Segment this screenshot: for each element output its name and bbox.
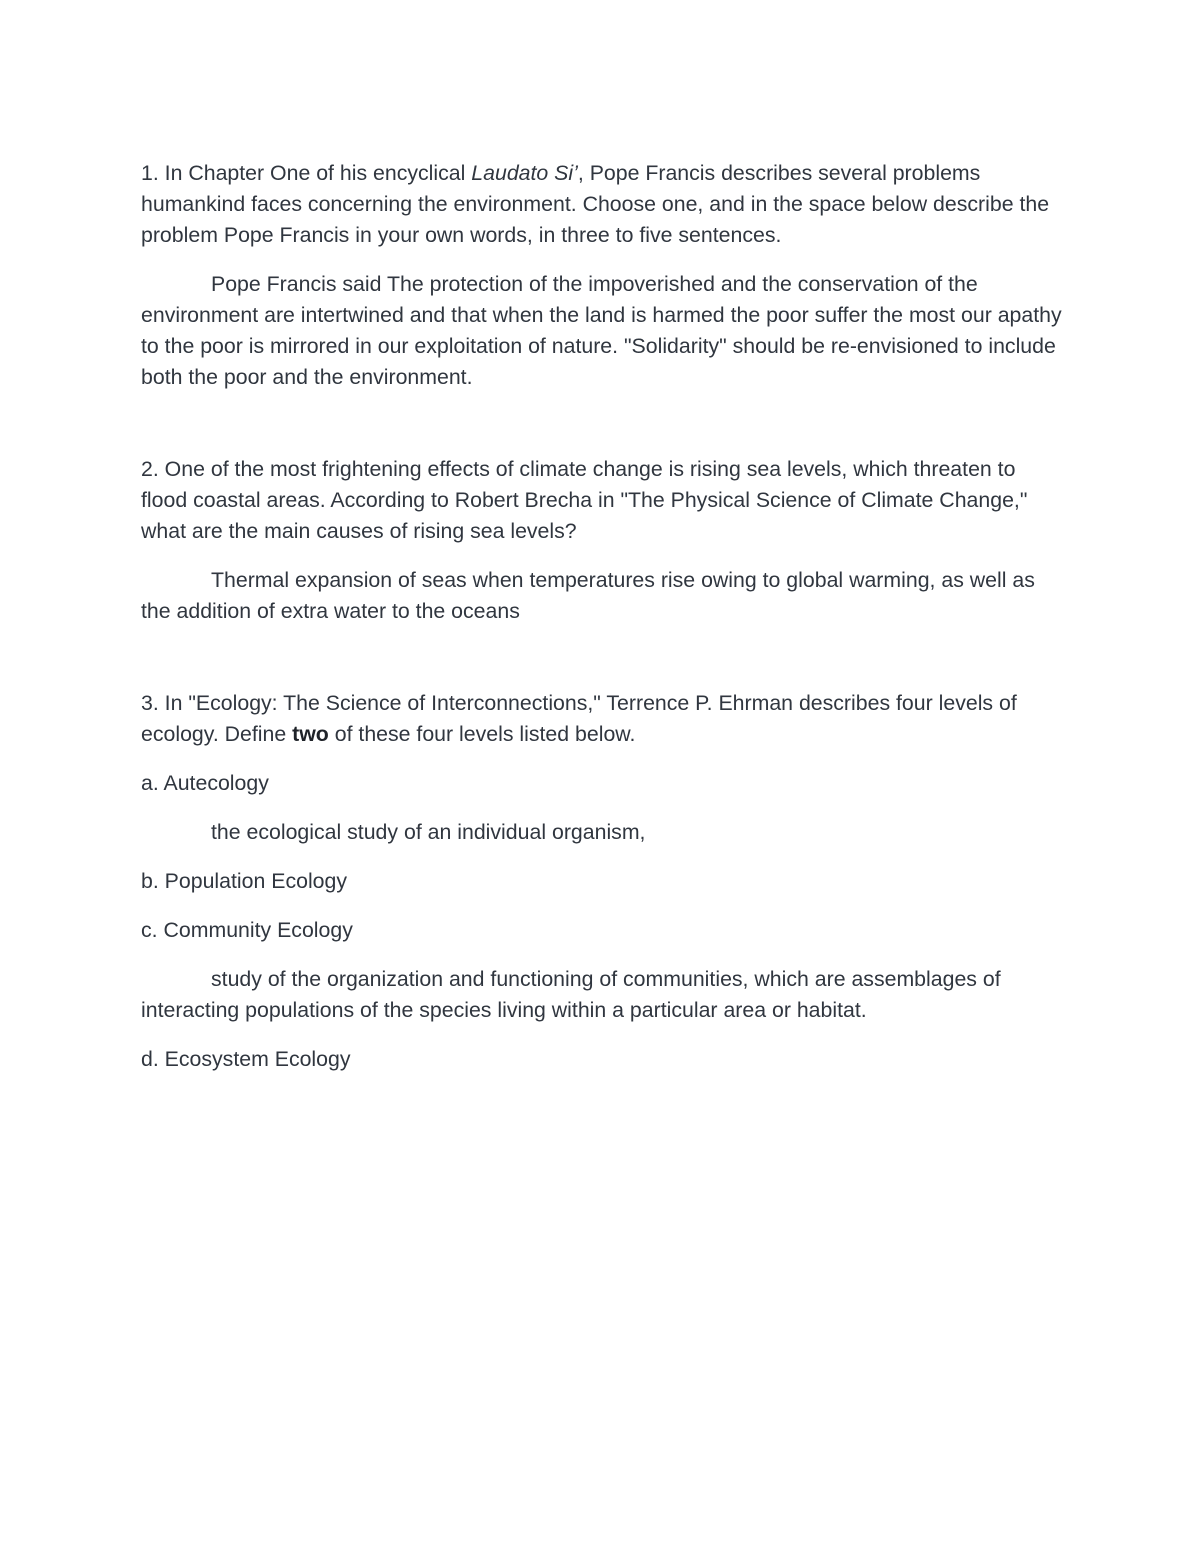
question-2: 2. One of the most frightening effects of climate change is rising sea levels, which threaten to flood coastal areas. According to Robert Brecha in "The Physical Science of Climate Change," what are the main causes of rising sea levels? xyxy=(141,457,1028,543)
question-3-prefix: 3. In "Ecology: The Science of Interconnections," Terrence P. Ehrman describes four levels of ecology. Define xyxy=(141,691,1017,746)
level-b-label: b. Population Ecology xyxy=(141,869,348,893)
level-c-label: c. Community Ecology xyxy=(141,918,353,942)
spacer xyxy=(141,411,1066,454)
answer-2: Thermal expansion of seas when temperatures rise owing to global warming, as well as the addition of extra water to the oceans xyxy=(141,568,1035,623)
question-1 xyxy=(141,158,1066,251)
level-a-label: a. Autecology xyxy=(141,771,269,795)
spacer xyxy=(141,645,1066,688)
question-3-suffix: of these four levels listed below. xyxy=(328,722,636,746)
emphasis-two: two xyxy=(292,722,329,746)
answer-1: Pope Francis said The protection of the impoverished and the conservation of the environment are intertwined and that when the land is harmed the poor suffer the most our apathy to the poor is mirrored in our exploitation of nature. "Solidarity" should be re-envisioned to include both the poor and the environment. xyxy=(141,272,1062,389)
question-3 xyxy=(141,688,1066,750)
level-d-label: d. Ecosystem Ecology xyxy=(141,1047,351,1071)
question-1-prefix: 1. In Chapter One of his encyclical xyxy=(141,161,472,185)
level-a-answer: the ecological study of an individual organism, xyxy=(211,820,646,844)
level-c-answer: study of the organization and functioning of communities, which are assemblages of interacting populations of the species living within a particular area or habitat. xyxy=(141,967,1001,1022)
document-page xyxy=(141,158,1066,1093)
encyclical-title: Laudato Si’ xyxy=(471,161,578,185)
question-1-suffix: , Pope Francis describes several problems humankind faces concerning the environment. Choose one, and in the space below describe the problem Pope Francis in your own words, in three to five sentences. xyxy=(141,161,1050,247)
